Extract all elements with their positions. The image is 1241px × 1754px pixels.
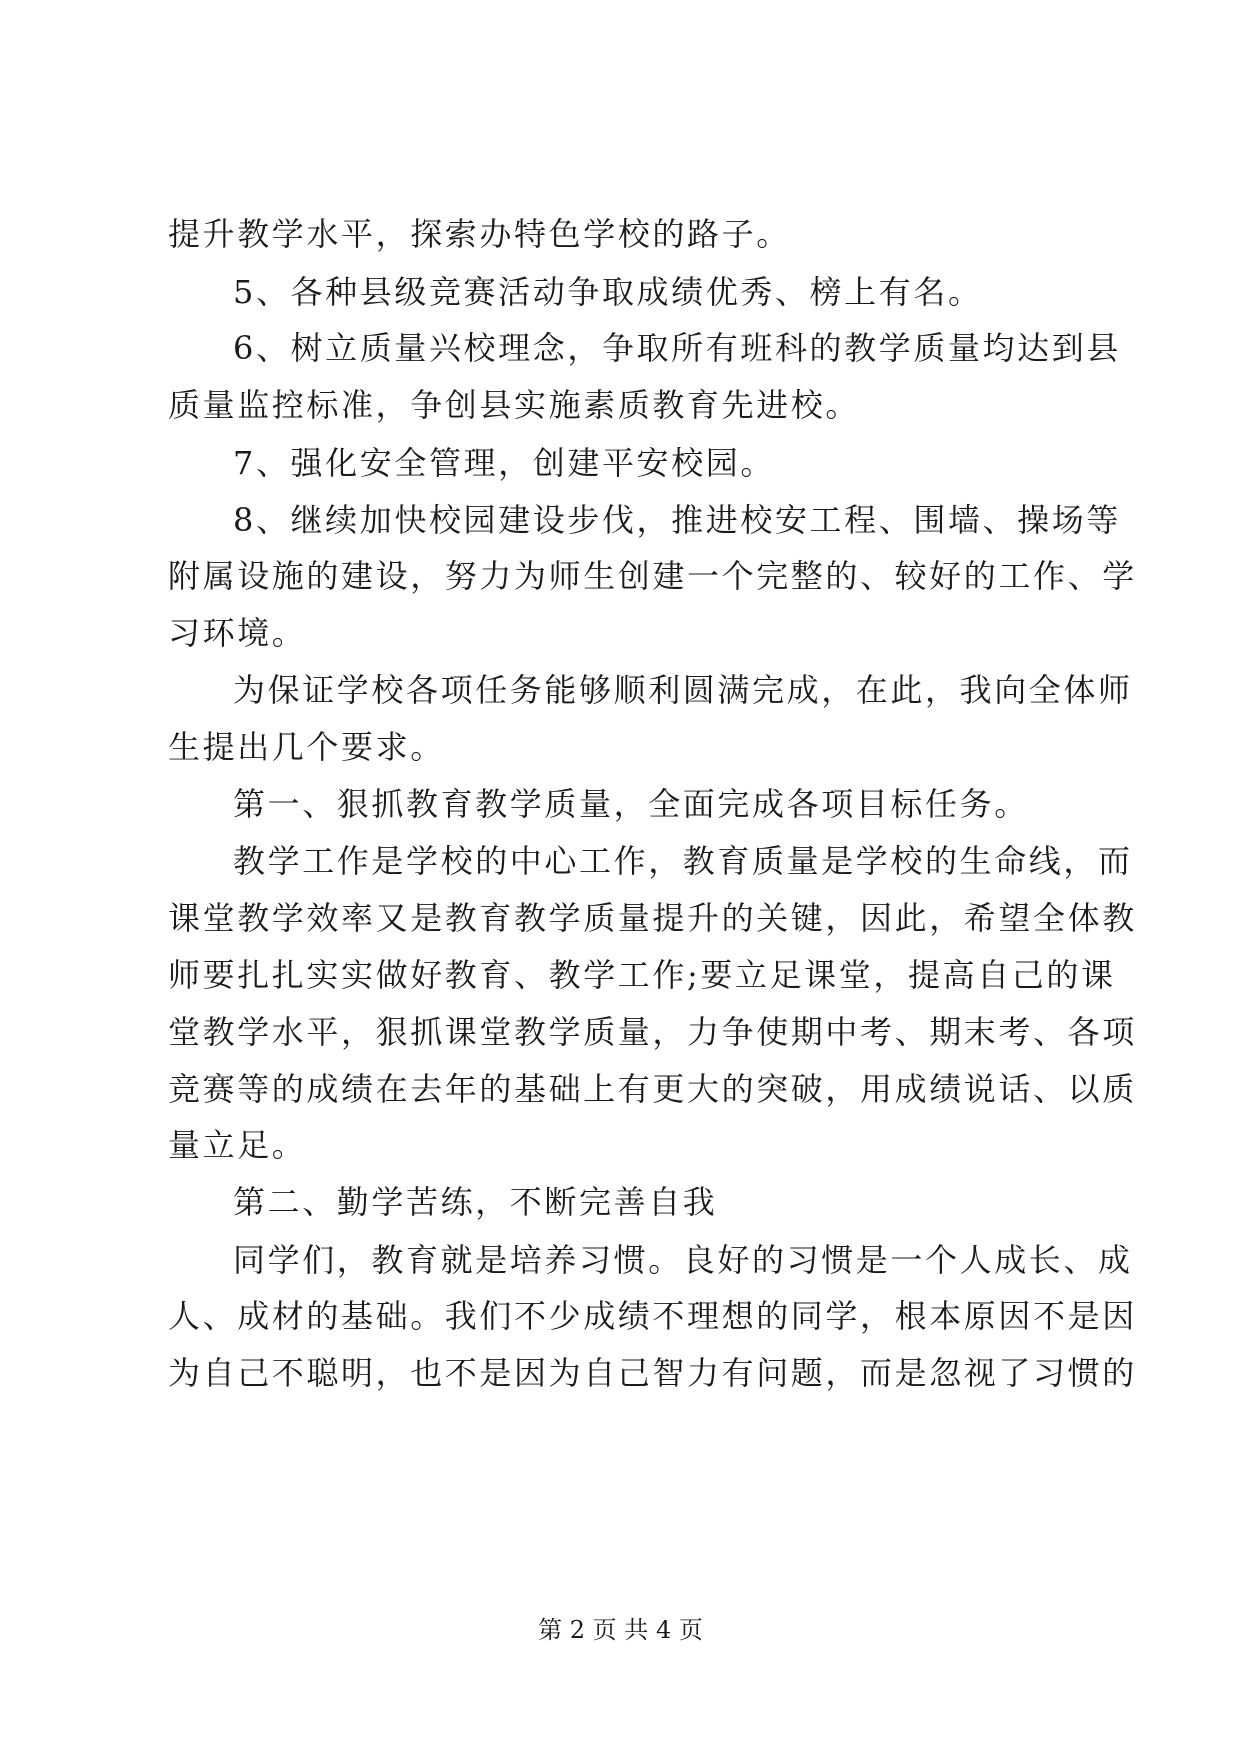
text-line: 生提出几个要求。 [168,728,445,766]
text-line: 竞赛等的成绩在去年的基础上有更大的突破，用成绩说话、以质 [168,1070,1137,1108]
text-line: 附属设施的建设，努力为师生创建一个完整的、较好的工作、学 [168,557,1137,595]
paragraph-intro: 为保证学校各项任务能够顺利圆满完成，在此，我向全体师 [233,671,1133,709]
text-line: 质量监控标准，争创县实施素质教育先进校。 [168,386,861,424]
section-heading-second: 第二、勤学苦练，不断完善自我 [233,1183,718,1221]
text-line: 师要扎扎实实做好教育、教学工作;要立足课堂，提高自己的课 [168,956,1116,994]
list-item-7: 7、强化安全管理，创建平安校园。 [233,444,775,482]
paragraph-body: 教学工作是学校的中心工作，教育质量是学校的生命线，而 [233,842,1133,880]
paragraph-body: 同学们，教育就是培养习惯。良好的习惯是一个人成长、成 [233,1241,1133,1279]
list-item-6: 6、树立质量兴校理念，争取所有班科的教学质量均达到县 [233,329,1121,367]
text-line: 为自己不聪明，也不是因为自己智力有问题，而是忽视了习惯的 [168,1354,1137,1392]
list-item-8: 8、继续加快校园建设步伐，推进校安工程、围墙、操场等 [233,501,1121,539]
list-item-5: 5、各种县级竞赛活动争取成绩优秀、榜上有名。 [233,273,983,311]
text-line: 量立足。 [168,1126,307,1164]
text-line: 提升教学水平，探索办特色学校的路子。 [168,215,791,253]
section-heading-first: 第一、狠抓教育教学质量，全面完成各项目标任务。 [233,785,1029,823]
page-number-footer: 第 2 页 共 4 页 [538,1616,703,1644]
text-line: 习环境。 [168,614,307,652]
text-line: 堂教学水平，狠抓课堂教学质量，力争使期中考、期末考、各项 [168,1013,1137,1051]
text-line: 课堂教学效率又是教育教学质量提升的关键，因此，希望全体教 [168,899,1137,937]
text-line: 人、成材的基础。我们不少成绩不理想的同学，根本原因不是因 [168,1297,1137,1335]
